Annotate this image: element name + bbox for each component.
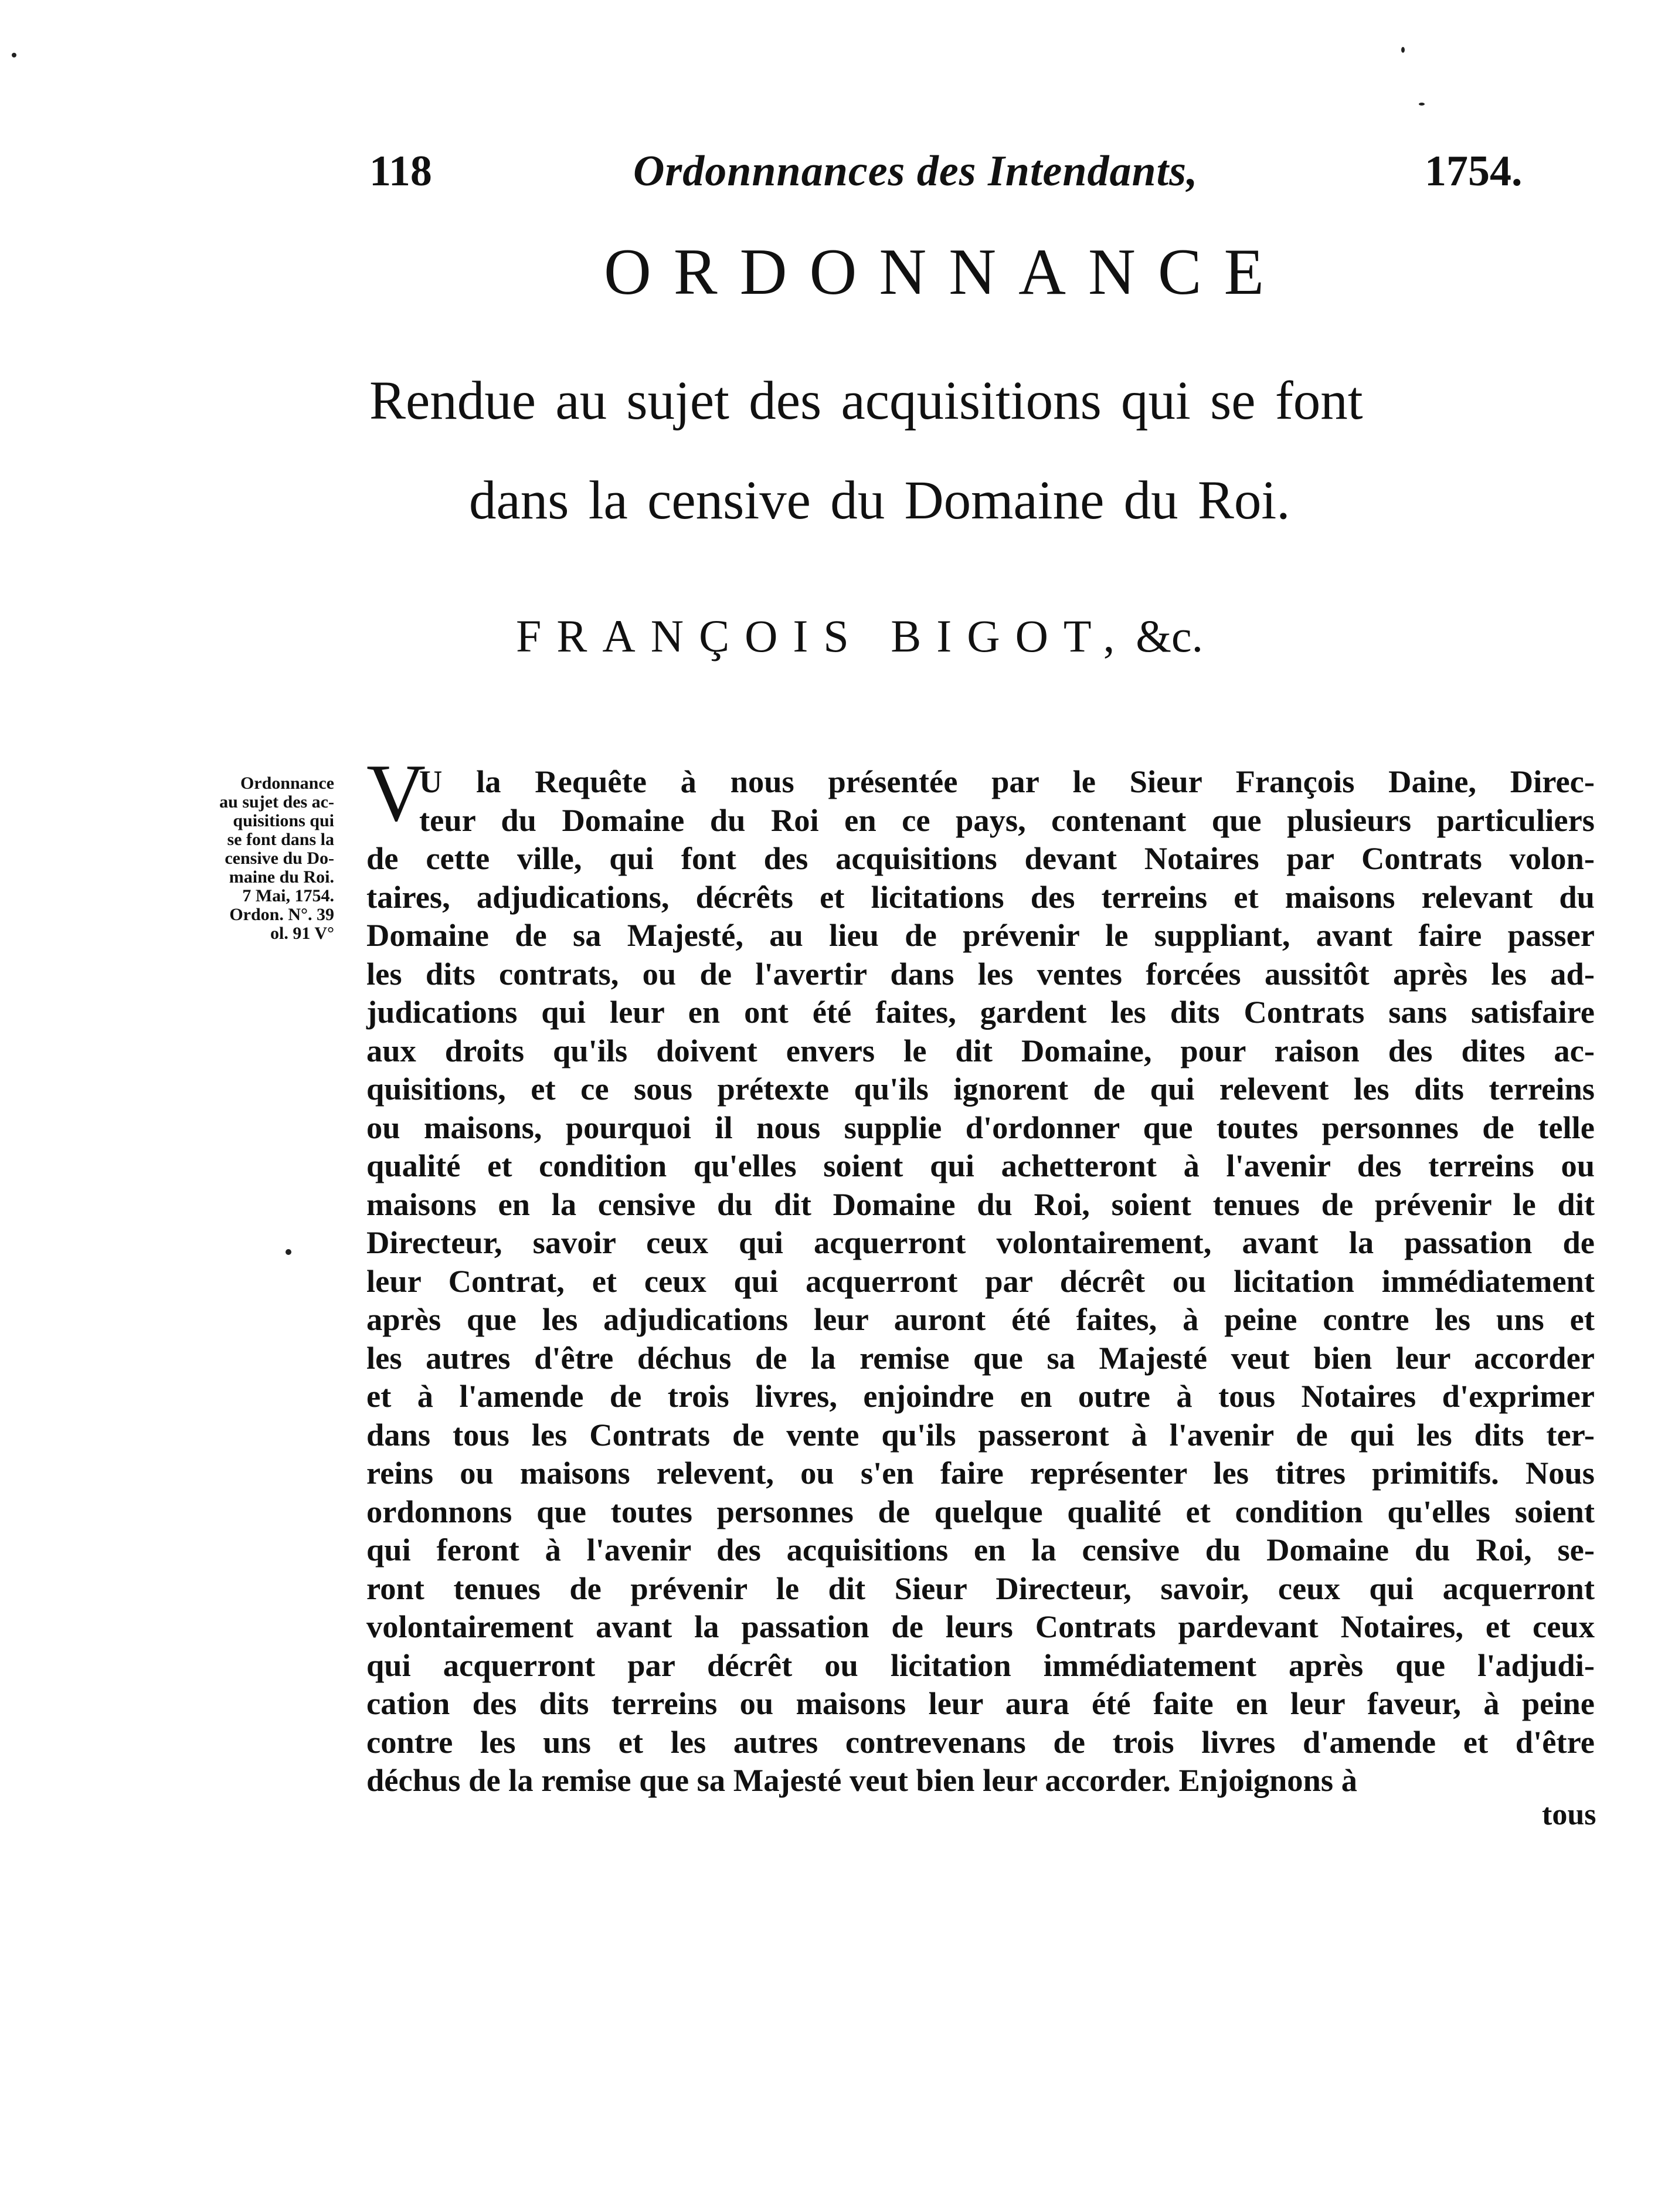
scan-speck (12, 53, 16, 57)
signatory-name: FRANÇOIS BIGOT, (516, 610, 1130, 661)
body-line: après que les adjudications leur auront été faites, à peine contre les uns et (366, 1301, 1595, 1337)
body-line: leur Contrat, et ceux qui acquerront par décrêt ou licitation immédiatement (366, 1263, 1595, 1299)
marginal-note-line: maine du Roi. (229, 867, 334, 887)
body-line: qualité et condition qu'elles soient qui achetteront à l'avenir des terreins ou (366, 1148, 1595, 1183)
body-line: les dits contrats, ou de l'avertir dans les ventes forcées aussitôt après les ad- (366, 955, 1595, 992)
body-line: aux droits qu'ils doivent envers le dit Domaine, pour raison des dites ac- (366, 1032, 1595, 1068)
signatory (516, 610, 1203, 663)
body-line: déchus de la remise que sa Majesté veut bien leur accorder. Enjoignons à (366, 1762, 1357, 1798)
marginal-note-line: Ordonnance (240, 773, 334, 793)
scan-speck (1401, 47, 1405, 53)
running-title: Ordonnnances des Intendants, (633, 147, 1198, 195)
body-line: contre les uns et les autres contrevenans de trois livres d'amende et d'être (366, 1724, 1595, 1760)
body-line: cation des dits terreins ou maisons leur aura été faite en leur faveur, à peine (366, 1685, 1595, 1721)
body-line: maisons en la censive du dit Domaine du Roi, soient tenues de prévenir le dit (366, 1186, 1595, 1222)
scan-speck (286, 1249, 291, 1255)
body-line: reins ou maisons relevent, ou s'en faire représenter les titres primitifs. Nous (366, 1455, 1595, 1491)
body-line: judications qui leur en ont été faites, gardent les dits Contrats sans satisfaire (366, 994, 1595, 1030)
marginal-note-line: quisitions qui (233, 811, 334, 830)
body-line: volontairement avant la passation de leurs Contrats pardevant Notaires, et ceux (366, 1609, 1595, 1644)
body-line: taires, adjudications, décrêts et licitations des terreins et maisons relevant du (366, 878, 1595, 915)
body-line: et à l'amende de trois livres, enjoindre en outre à tous Notaires d'exprimer (366, 1378, 1595, 1414)
body-line: teur du Domaine du Roi en ce pays, contenant que plusieurs particuliers (419, 802, 1595, 838)
page-number: 118 (369, 147, 432, 195)
subtitle-line-2: dans la censive du Domaine du Roi. (469, 470, 1290, 531)
running-head (369, 147, 1589, 199)
document-title: ORDONNANCE (604, 236, 1286, 308)
marginal-note-line: Ordon. N°. 39 (229, 905, 334, 924)
body-line: ordonnons que toutes personnes de quelque qualité et condition qu'elles soient (366, 1493, 1595, 1529)
marginal-note (176, 774, 334, 943)
body-line: qui acquerront par décrêt ou licitation immédiatement après que l'adjudi- (366, 1647, 1595, 1683)
body-line: U la Requête à nous présentée par le Sieur François Daine, Direc- (419, 764, 1595, 799)
marginal-note-line: au sujet des ac- (219, 792, 334, 812)
marginal-note-line: se font dans la (227, 830, 334, 849)
body-line: Domaine de sa Majesté, au lieu de prévenir le suppliant, avant faire passer (366, 917, 1595, 953)
catchword: tous (1542, 1798, 1596, 1831)
marginal-note-line: 7 Mai, 1754. (242, 886, 334, 905)
body-line: ront tenues de prévenir le dit Sieur Directeur, savoir, ceux qui acquerront (366, 1570, 1595, 1606)
body-line: dans tous les Contrats de vente qu'ils passeront à l'avenir de qui les dits ter- (366, 1416, 1595, 1453)
body-line: qui feront à l'avenir des acquisitions en la censive du Domaine du Roi, se- (366, 1532, 1595, 1568)
body-line: ou maisons, pourquoi il nous supplie d'ordonner que toutes personnes de telle (366, 1109, 1595, 1145)
body-line: de cette ville, qui font des acquisitions devant Notaires par Contrats volon- (366, 840, 1595, 876)
body-line: Directeur, savoir ceux qui acquerront volontairement, avant la passation de (366, 1224, 1595, 1260)
marginal-note-line: censive du Do- (225, 849, 334, 868)
marginal-note-line: ol. 91 V° (270, 924, 334, 943)
signatory-suffix: &c. (1136, 610, 1204, 661)
drop-cap: V (366, 748, 426, 839)
body-line: les autres d'être déchus de la remise que sa Majesté veut bien leur accorder (366, 1339, 1595, 1376)
scan-speck (1419, 103, 1425, 106)
body-text (366, 762, 1595, 1800)
body-line: quisitions, et ce sous prétexte qu'ils ignorent de qui relevent les dits terreins (366, 1071, 1595, 1107)
subtitle-line-1: Rendue au sujet des acquisitions qui se font (369, 371, 1363, 431)
running-year: 1754. (1425, 147, 1523, 195)
